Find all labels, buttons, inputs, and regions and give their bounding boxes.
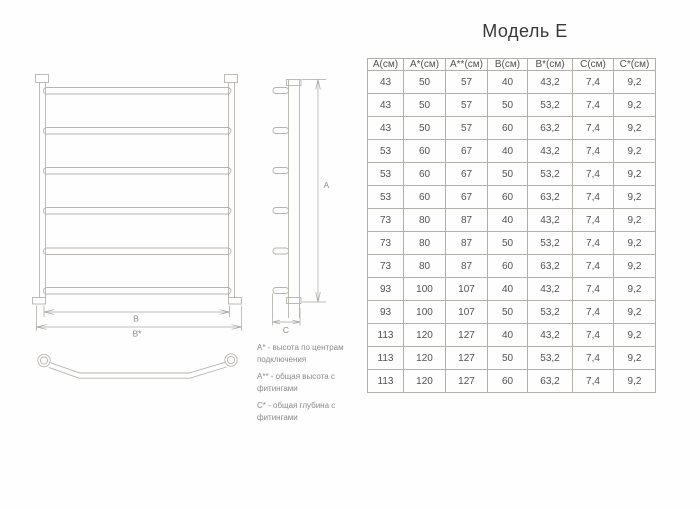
dimension-width-overall	[37, 306, 242, 339]
table-cell: 9,2	[614, 370, 656, 393]
table-cell: 113	[368, 347, 404, 370]
table-cell: 9,2	[614, 301, 656, 324]
legend	[257, 342, 369, 430]
table-cell: 60	[404, 140, 446, 163]
table-cell: 43	[368, 71, 404, 94]
table-cell: 53,2	[528, 301, 573, 324]
table-cell: 7,4	[573, 71, 614, 94]
table-header-cell: А**(см)	[446, 59, 488, 71]
table-cell: 57	[446, 94, 488, 117]
table-cell: 9,2	[614, 71, 656, 94]
table-cell: 63,2	[528, 117, 573, 140]
stub-5	[273, 248, 289, 254]
table-cell: 100	[404, 301, 446, 324]
table-row	[368, 324, 656, 347]
right-tube-end-outer	[225, 354, 237, 366]
rung-2	[44, 128, 232, 135]
table-cell: 63,2	[528, 370, 573, 393]
table-cell: 7,4	[573, 278, 614, 301]
table-cell: 9,2	[614, 117, 656, 140]
table-cell: 7,4	[573, 301, 614, 324]
table-cell: 73	[368, 232, 404, 255]
table-cell: 107	[446, 278, 488, 301]
table-row	[368, 370, 656, 393]
table-cell: 127	[446, 324, 488, 347]
table-row	[368, 347, 656, 370]
bent-tube-upper-edge	[50, 362, 225, 373]
table-cell: 53	[368, 140, 404, 163]
table-row	[368, 94, 656, 117]
table-cell: 87	[446, 232, 488, 255]
rung-4	[44, 208, 232, 215]
table-cell: 50	[488, 94, 528, 117]
table-cell: 7,4	[573, 209, 614, 232]
spec-table	[367, 58, 656, 393]
table-cell: 67	[446, 140, 488, 163]
table-cell: 67	[446, 163, 488, 186]
table-row	[368, 255, 656, 278]
table-cell: 7,4	[573, 163, 614, 186]
table-cell: 87	[446, 209, 488, 232]
table-cell: 50	[404, 94, 446, 117]
rung-3	[44, 168, 232, 175]
table-cell: 43,2	[528, 71, 573, 94]
table-cell: 43,2	[528, 140, 573, 163]
table-cell: 9,2	[614, 209, 656, 232]
table-row	[368, 163, 656, 186]
dimension-label-width-inner: В	[133, 313, 139, 324]
table-cell: 53,2	[528, 94, 573, 117]
table-cell: 50	[488, 163, 528, 186]
table-cell: 40	[488, 209, 528, 232]
table-cell: 7,4	[573, 370, 614, 393]
dimension-label-width-overall: В*	[132, 328, 142, 339]
table-cell: 73	[368, 255, 404, 278]
table-cell: 43	[368, 94, 404, 117]
table-cell: 120	[404, 370, 446, 393]
table-cell: 43	[368, 117, 404, 140]
legend-item: С* - общая глубина с фитингами	[257, 401, 336, 422]
left-tube-end-outer	[38, 354, 50, 366]
table-cell: 93	[368, 301, 404, 324]
table-cell: 9,2	[614, 278, 656, 301]
table-cell: 73	[368, 209, 404, 232]
table-cell: 60	[404, 163, 446, 186]
table-cell: 7,4	[573, 140, 614, 163]
table-cell: 67	[446, 186, 488, 209]
table-cell: 7,4	[573, 94, 614, 117]
right-tube-end-inner	[227, 356, 234, 363]
legend-item: А** - общая высота с фитингами	[257, 372, 335, 393]
table-cell: 60	[488, 117, 528, 140]
table-row	[368, 301, 656, 324]
table-row	[368, 186, 656, 209]
table-cell: 7,4	[573, 255, 614, 278]
table-cell: 9,2	[614, 324, 656, 347]
table-cell: 127	[446, 347, 488, 370]
vertical-collectors	[40, 83, 235, 299]
table-cell: 60	[488, 186, 528, 209]
table-cell: 53,2	[528, 347, 573, 370]
table-cell: 7,4	[573, 347, 614, 370]
table-cell: 53	[368, 163, 404, 186]
stub-6	[273, 288, 289, 294]
table-cell: 9,2	[614, 140, 656, 163]
table-cell: 9,2	[614, 347, 656, 370]
dimension-height	[302, 80, 330, 303]
left-top-cap	[36, 75, 49, 83]
rung-6	[44, 288, 232, 295]
stub-1	[273, 88, 289, 94]
left-tube-end-inner	[40, 357, 47, 364]
table-cell: 120	[404, 324, 446, 347]
table-cell: 53,2	[528, 163, 573, 186]
stub-3	[273, 168, 289, 174]
table-cell: 43,2	[528, 209, 573, 232]
table-cell: 63,2	[528, 186, 573, 209]
dimension-depth	[273, 308, 301, 335]
table-cell: 127	[446, 370, 488, 393]
front-view	[33, 75, 242, 339]
table-cell: 60	[488, 255, 528, 278]
table-cell: 113	[368, 324, 404, 347]
table-cell: 80	[404, 255, 446, 278]
table-row	[368, 117, 656, 140]
table-cell: 57	[446, 71, 488, 94]
table-cell: 40	[488, 278, 528, 301]
table-cell: 40	[488, 71, 528, 94]
left-bottom-bracket	[33, 298, 46, 305]
table-row	[368, 232, 656, 255]
rung-top-view	[38, 354, 237, 378]
table-row	[368, 71, 656, 94]
table-cell: 50	[404, 71, 446, 94]
right-top-cap	[225, 75, 238, 83]
table-header-cell: С*(см)	[614, 59, 656, 71]
table-row	[368, 278, 656, 301]
table-cell: 113	[368, 370, 404, 393]
rung-5	[44, 248, 232, 255]
stub-4	[273, 208, 289, 214]
table-header-row	[368, 59, 656, 71]
page-title: Модель Е	[482, 21, 568, 41]
dimension-label-depth: С	[282, 325, 290, 335]
table-header-cell: А(см)	[368, 59, 404, 71]
table-cell: 53,2	[528, 232, 573, 255]
side-view	[273, 80, 330, 336]
table-cell: 7,4	[573, 117, 614, 140]
table-cell: 100	[404, 278, 446, 301]
legend-item: А* - высота по центрам подключения	[257, 343, 344, 364]
table-cell: 120	[404, 347, 446, 370]
table-cell: 50	[488, 347, 528, 370]
table-header-cell: В*(см)	[528, 59, 573, 71]
table-header-cell: В(см)	[488, 59, 528, 71]
table-cell: 80	[404, 209, 446, 232]
table-cell: 7,4	[573, 232, 614, 255]
table-cell: 40	[488, 140, 528, 163]
spec-table-body	[368, 71, 656, 393]
table-cell: 9,2	[614, 186, 656, 209]
table-cell: 93	[368, 278, 404, 301]
table-cell: 107	[446, 301, 488, 324]
table-cell: 50	[488, 232, 528, 255]
table-header-cell: А*(см)	[404, 59, 446, 71]
table-cell: 53	[368, 186, 404, 209]
table-cell: 7,4	[573, 324, 614, 347]
table-cell: 60	[404, 186, 446, 209]
table-cell: 50	[404, 117, 446, 140]
table-cell: 9,2	[614, 94, 656, 117]
table-cell: 50	[488, 301, 528, 324]
table-header-cell: С(см)	[573, 59, 614, 71]
table-cell: 9,2	[614, 255, 656, 278]
table-row	[368, 140, 656, 163]
table-row	[368, 209, 656, 232]
dimension-label-height: А	[323, 180, 330, 190]
stub-2	[273, 128, 289, 134]
table-cell: 63,2	[528, 255, 573, 278]
table-cell: 80	[404, 232, 446, 255]
table-cell: 43,2	[528, 324, 573, 347]
table-cell: 43,2	[528, 278, 573, 301]
right-bottom-bracket	[229, 298, 242, 305]
dimension-width-inner	[44, 306, 230, 324]
table-cell: 9,2	[614, 163, 656, 186]
table-cell: 40	[488, 324, 528, 347]
table-cell: 9,2	[614, 232, 656, 255]
table-cell: 7,4	[573, 186, 614, 209]
table-cell: 87	[446, 255, 488, 278]
rung-1	[44, 88, 232, 95]
table-cell: 60	[488, 370, 528, 393]
side-bar	[289, 80, 300, 319]
table-cell: 57	[446, 117, 488, 140]
